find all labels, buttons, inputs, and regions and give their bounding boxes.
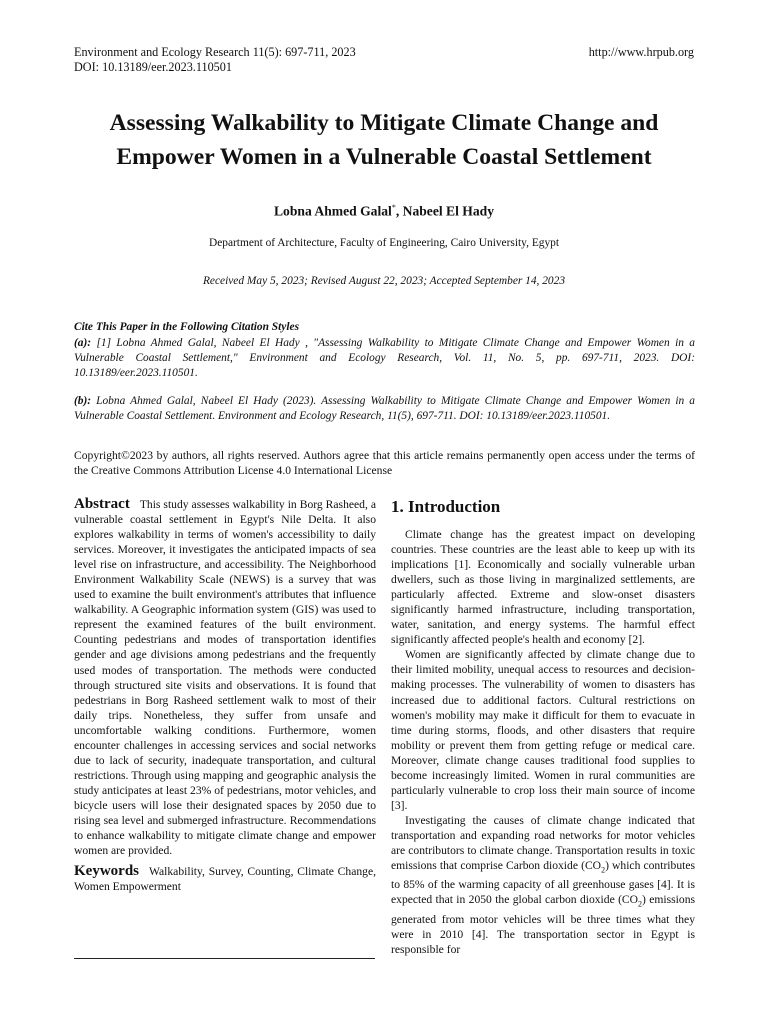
intro-paragraph-2: Women are significantly affected by climate change due to their limited mobility, unequal access to resources and decision-making processes. The vulnerability of women to disasters has increased due to additional factors. Cultural restrictions on women's mobility may make it difficult for them to evacuate in time during storms, floods, and other disasters that require mobility or prevent them from getting refuge or medical care. Moreover, climate change causes traditional food supplies to become increasingly limited. Women in rural communities are particularly vulnerable to crop loss their main source of income [3]. (391, 648, 695, 812)
keywords-text: Walkability, Survey, Counting, Climate Change, Women Empowerment (74, 865, 376, 894)
section-heading-introduction: 1. Introduction (391, 497, 501, 516)
journal-header (74, 45, 356, 75)
right-column (391, 497, 695, 957)
abstract-text: This study assesses walkability in Borg Rasheed, a vulnerable coastal settlement in Egypt's Nile Delta. It also explores walkability in terms of women's accessibility to daily services. Moreover, it investigates the anticipated impacts of sea level rise on infrastructure, and accessibility. The Neighborhood Environment Walkability Scale (NEWS) is a survey that was used to examine the built environment's attributes that influence walkability. A Geographic information system (GIS) was used to represent the examined features of the built environment. Counting pedestrians and modes of transportation identifies gender and age divisions among pedestrians and the frequently used modes of transportation. The methods were conducted through structured site visits and observations. It is found that pedestrians in Borg Rasheed settlement walk to most of their daily trips. Nonetheless, they suffer from unsafe and uncomfortable walking conditions. Furthermore, women encounter challenges in accessing services and social networks due to lack of security, inadequate transportation, and cultural restrictions. Through using mapping and geographic analysis the study anticipates at least 23% of pedestrians, motor vehicles, and bicycle users will lose their designated spaces by 2050 due to rising sea level and submerged infrastructure. Recommendations to enhance walkability to mitigate climate change and empower women are provided. (74, 498, 376, 858)
journal-doi: DOI: 10.13189/eer.2023.110501 (74, 60, 232, 74)
citation-b-label: (b): (74, 395, 92, 407)
intro-p3-part-a: Investigating the causes of climate change indicated that transportation and expanding road networks for motor vehicles are contributors to climate change. Transportation results in toxic emissions that comprise Carbon dioxide (CO (391, 813, 695, 873)
left-column (74, 497, 376, 894)
title-line-1: Assessing Walkability to Mitigate Climate Change and (109, 110, 659, 136)
author-2: , Nabeel El Hady (395, 203, 495, 219)
intro-p3-part-c: ) emissions generated from motor vehicles will be three times what they were in 2010 [4]. The transportation sector in Egypt is responsible for (391, 893, 695, 956)
author-1: Lobna Ahmed Galal (273, 203, 392, 219)
abstract-block (74, 497, 376, 858)
copyright-notice: Copyright©2023 by authors, all rights reserved. Authors agree that this article remains permanently open access under the terms of the Creative Commons Attribution License 4.0 International License (74, 449, 695, 477)
citation-a-label: (a): (74, 337, 92, 349)
paper-title (60, 106, 708, 174)
co2-subscript-1: 2 (601, 865, 606, 875)
keywords-label: Keywords (74, 863, 139, 880)
citation-a-text: [1] Lobna Ahmed Galal, Nabeel El Hady , "Assessing Walkability to Mitigate Climate Change and Empower Women in a Vulnerable Coastal Settlement," Environment and Ecology Research, Vol. 11, No. 5, pp. 697-711, 2023. DOI: 10.13189/eer.2023.110501. (74, 337, 695, 379)
keywords-block (74, 864, 376, 894)
received-dates: Received May 5, 2023; Revised August 22, 2023; Accepted September 14, 2023 (202, 275, 566, 287)
intro-p3-part-b: ) which contributes to 85% of the warming capacity of all greenhouse gases [4]. It is expected that in 2050 the global carbon dioxide (CO (391, 859, 695, 907)
corresponding-mark: * (391, 203, 396, 212)
citation-style-a (74, 336, 695, 381)
citation-heading: Cite This Paper in the Following Citation Styles (74, 321, 299, 333)
citation-b-text: Lobna Ahmed Galal, Nabeel El Hady (2023). Assessing Walkability to Mitigate Climate Change and Empower Women in a Vulnerable Coastal Settlement. Environment and Ecology Research, 11(5), 697-711. DOI: 10.13189/eer.2023.110501. (74, 395, 695, 422)
affiliation: Department of Architecture, Faculty of Engineering, Cairo University, Egypt (208, 237, 560, 249)
title-line-2: Empower Women in a Vulnerable Coastal Settlement (116, 144, 652, 170)
author-list (74, 200, 694, 220)
co2-subscript-2: 2 (638, 899, 643, 909)
column-divider-rule (74, 958, 375, 959)
intro-paragraph-3 (391, 813, 695, 957)
journal-citation: Environment and Ecology Research 11(5): 697-711, 2023 (74, 45, 356, 59)
journal-url[interactable]: http://www.hrpub.org (588, 45, 694, 59)
intro-paragraph-1: Climate change has the greatest impact on developing countries. These countries are the least able to keep up with its implications [1]. Economically and socially vulnerable urban dwellers, such as those living in marginalized settlements, are particularly affected. Extreme and slow-onset disasters significantly harmed infrastructure, including transportation, water, sanitation, and energy systems. The harmful effect significantly affected people's health and economy [2]. (391, 528, 695, 647)
abstract-label: Abstract (74, 496, 130, 512)
citation-style-b (74, 394, 695, 424)
